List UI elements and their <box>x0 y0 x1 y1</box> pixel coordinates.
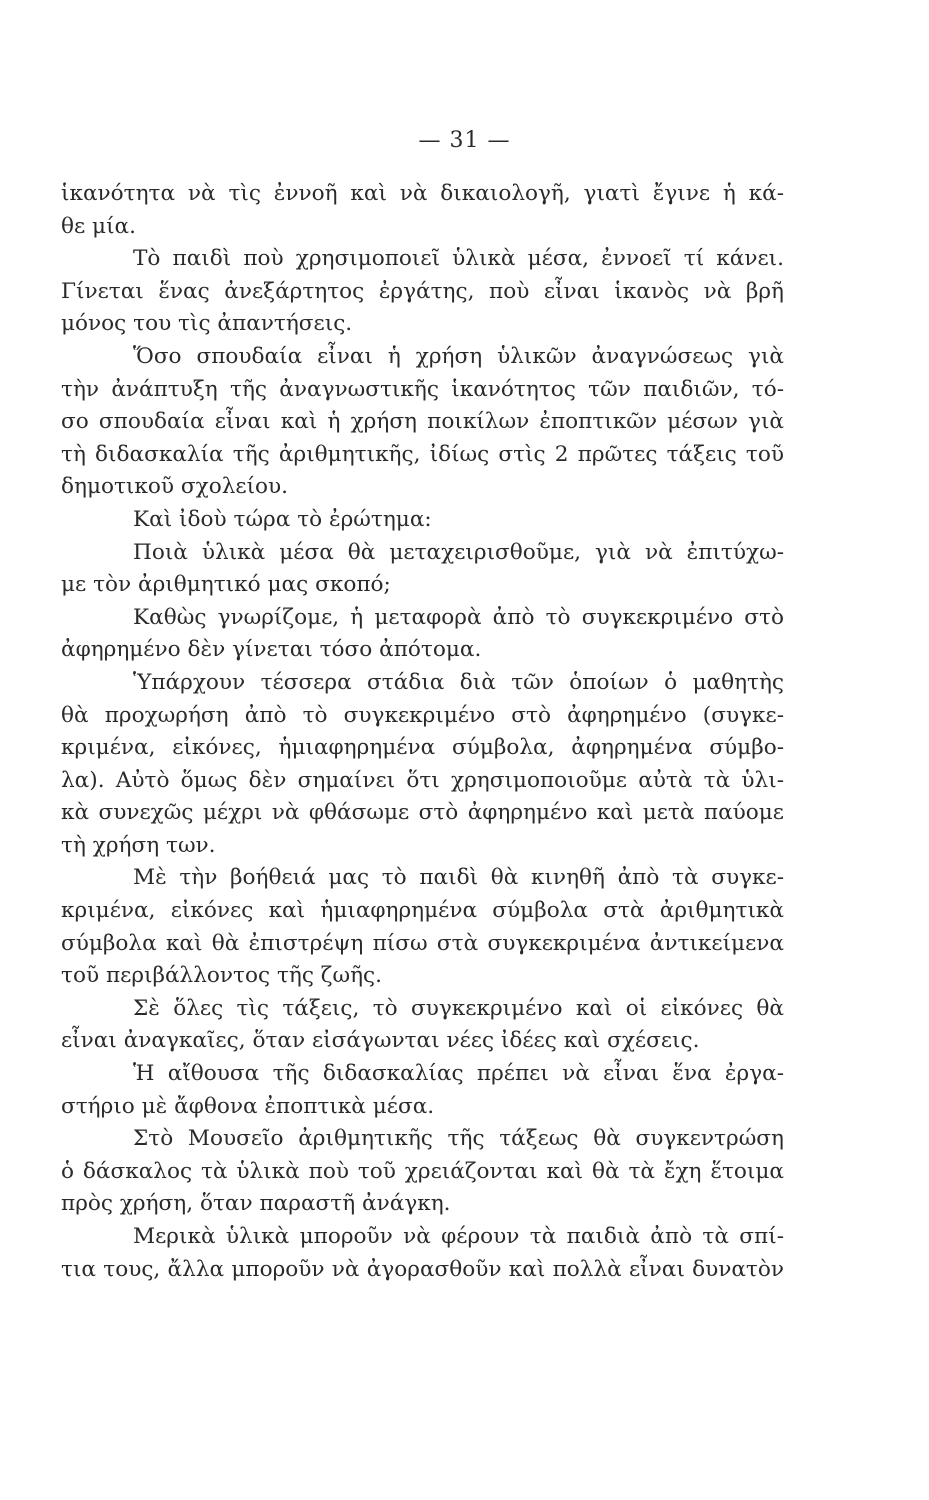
text-line: τὴν ἀνάπτυξη τῆς ἀναγνωστικῆς ἱκανότητος τῶν παιδιῶν, τό- <box>61 376 784 402</box>
text-line: τια τους, ἄλλα μποροῦν νὰ ἀγορασθοῦν καὶ πολλὰ εἶναι δυνατὸν <box>61 1256 784 1282</box>
text-line: ὁ δάσκαλος τὰ ὑλικὰ ποὺ τοῦ χρειάζονται καὶ θὰ τὰ ἔχη ἕτοιμα <box>61 1158 784 1184</box>
text-line: τὴ χρήση των. <box>61 832 216 858</box>
text-line: Καὶ ἰδοὺ τώρα τὸ ἐρώτημα: <box>133 506 432 532</box>
text-line: με τὸν ἀριθμητικό μας σκοπό; <box>61 572 391 598</box>
text-line: Γίνεται ἕνας ἀνεξάρτητος ἐργάτης, ποὺ εἶναι ἱκανὸς νὰ βρῆ <box>61 278 784 304</box>
text-line: σύμβολα καὶ θὰ ἐπιστρέψη πίσω στὰ συγκεκριμένα ἀντικείμενα <box>61 930 784 956</box>
text-line: Ἡ αἴθουσα τῆς διδασκαλίας πρέπει νὰ εἶναι ἕνα ἐργα- <box>133 1061 784 1087</box>
text-line: κὰ συνεχῶς μέχρι νὰ φθάσωμε στὸ ἀφηρημένο καὶ μετὰ παύομε <box>61 800 784 826</box>
text-line: θὰ προχωρήση ἀπὸ τὸ συγκεκριμένο στὸ ἀφηρημένο (συγκε- <box>61 702 784 728</box>
text-line: σο σπουδαία εἶναι καὶ ἡ χρήση ποικίλων ἐποπτικῶν μέσων γιὰ <box>61 409 784 435</box>
body-text <box>61 178 784 1286</box>
text-line: κριμένα, εἰκόνες καὶ ἡμιαφηρημένα σύμβολα στὰ ἀριθμητικὰ <box>61 898 784 924</box>
text-line: Στὸ Μουσεῖο ἀριθμητικῆς τῆς τάξεως θὰ συγκεντρώση <box>133 1126 784 1152</box>
text-line: στήριο μὲ ἄφθονα ἐποπτικὰ μέσα. <box>61 1093 435 1119</box>
text-line: Καθὼς γνωρίζομε, ἡ μεταφορὰ ἀπὸ τὸ συγκεκριμένο στὸ <box>133 604 784 630</box>
text-line: Μερικὰ ὑλικὰ μποροῦν νὰ φέρουν τὰ παιδιὰ ἀπὸ τὰ σπί- <box>133 1224 784 1249</box>
text-line: Ποιὰ ὑλικὰ μέσα θὰ μεταχειρισθοῦμε, γιὰ νὰ ἐπιτύχω- <box>133 539 784 565</box>
text-line: μόνος του τὶς ἀπαντήσεις. <box>61 311 353 337</box>
text-line: Ὅσο σπουδαία εἶναι ἡ χρήση ὑλικῶν ἀναγνώσεως γιὰ <box>133 343 784 369</box>
text-line: δημοτικοῦ σχολείου. <box>61 474 289 500</box>
text-line: Μὲ τὴν βοήθειά μας τὸ παιδὶ θὰ κινηθῆ ἀπὸ τὰ συγκε- <box>133 865 784 891</box>
text-line: κριμένα, εἰκόνες, ἡμιαφηρημένα σύμβολα, ἀφηρημένα σύμβο- <box>61 735 784 761</box>
page-number: — 31 — <box>418 128 511 153</box>
text-line: Ὑπάρχουν τέσσερα στάδια διὰ τῶν ὁποίων ὁ μαθητὴς <box>133 669 784 695</box>
text-line: εἶναι ἀναγκαῖες, ὅταν εἰσάγωνται νέες ἰδέες καὶ σχέσεις. <box>61 1028 700 1054</box>
text-line: πρὸς χρήση, ὅταν παραστῆ ἀνάγκη. <box>61 1191 451 1217</box>
text-line: θε μία. <box>61 213 136 239</box>
text-line: ἀφηρημένο δὲν γίνεται τόσο ἀπότομα. <box>61 637 482 663</box>
text-line: τὴ διδασκαλία τῆς ἀριθμητικῆς, ἰδίως στὶς 2 πρῶτες τάξεις τοῦ <box>61 441 784 467</box>
text-line: λα). Αὐτὸ ὅμως δὲν σημαίνει ὅτι χρησιμοποιοῦμε αὐτὰ τὰ ὑλι- <box>61 767 784 793</box>
text-line: Τὸ παιδὶ ποὺ χρησιμοποιεῖ ὑλικὰ μέσα, ἐννοεῖ τί κάνει. <box>133 246 784 272</box>
text-line: Σὲ ὅλες τὶς τάξεις, τὸ συγκεκριμένο καὶ οἱ εἰκόνες θὰ <box>133 995 784 1021</box>
text-line: ἱκανότητα νὰ τὶς ἐννοῆ καὶ νὰ δικαιολογῆ, γιατὶ ἔγινε ἡ κά- <box>61 181 784 206</box>
text-line: τοῦ περιβάλλοντος τῆς ζωῆς. <box>61 963 382 989</box>
